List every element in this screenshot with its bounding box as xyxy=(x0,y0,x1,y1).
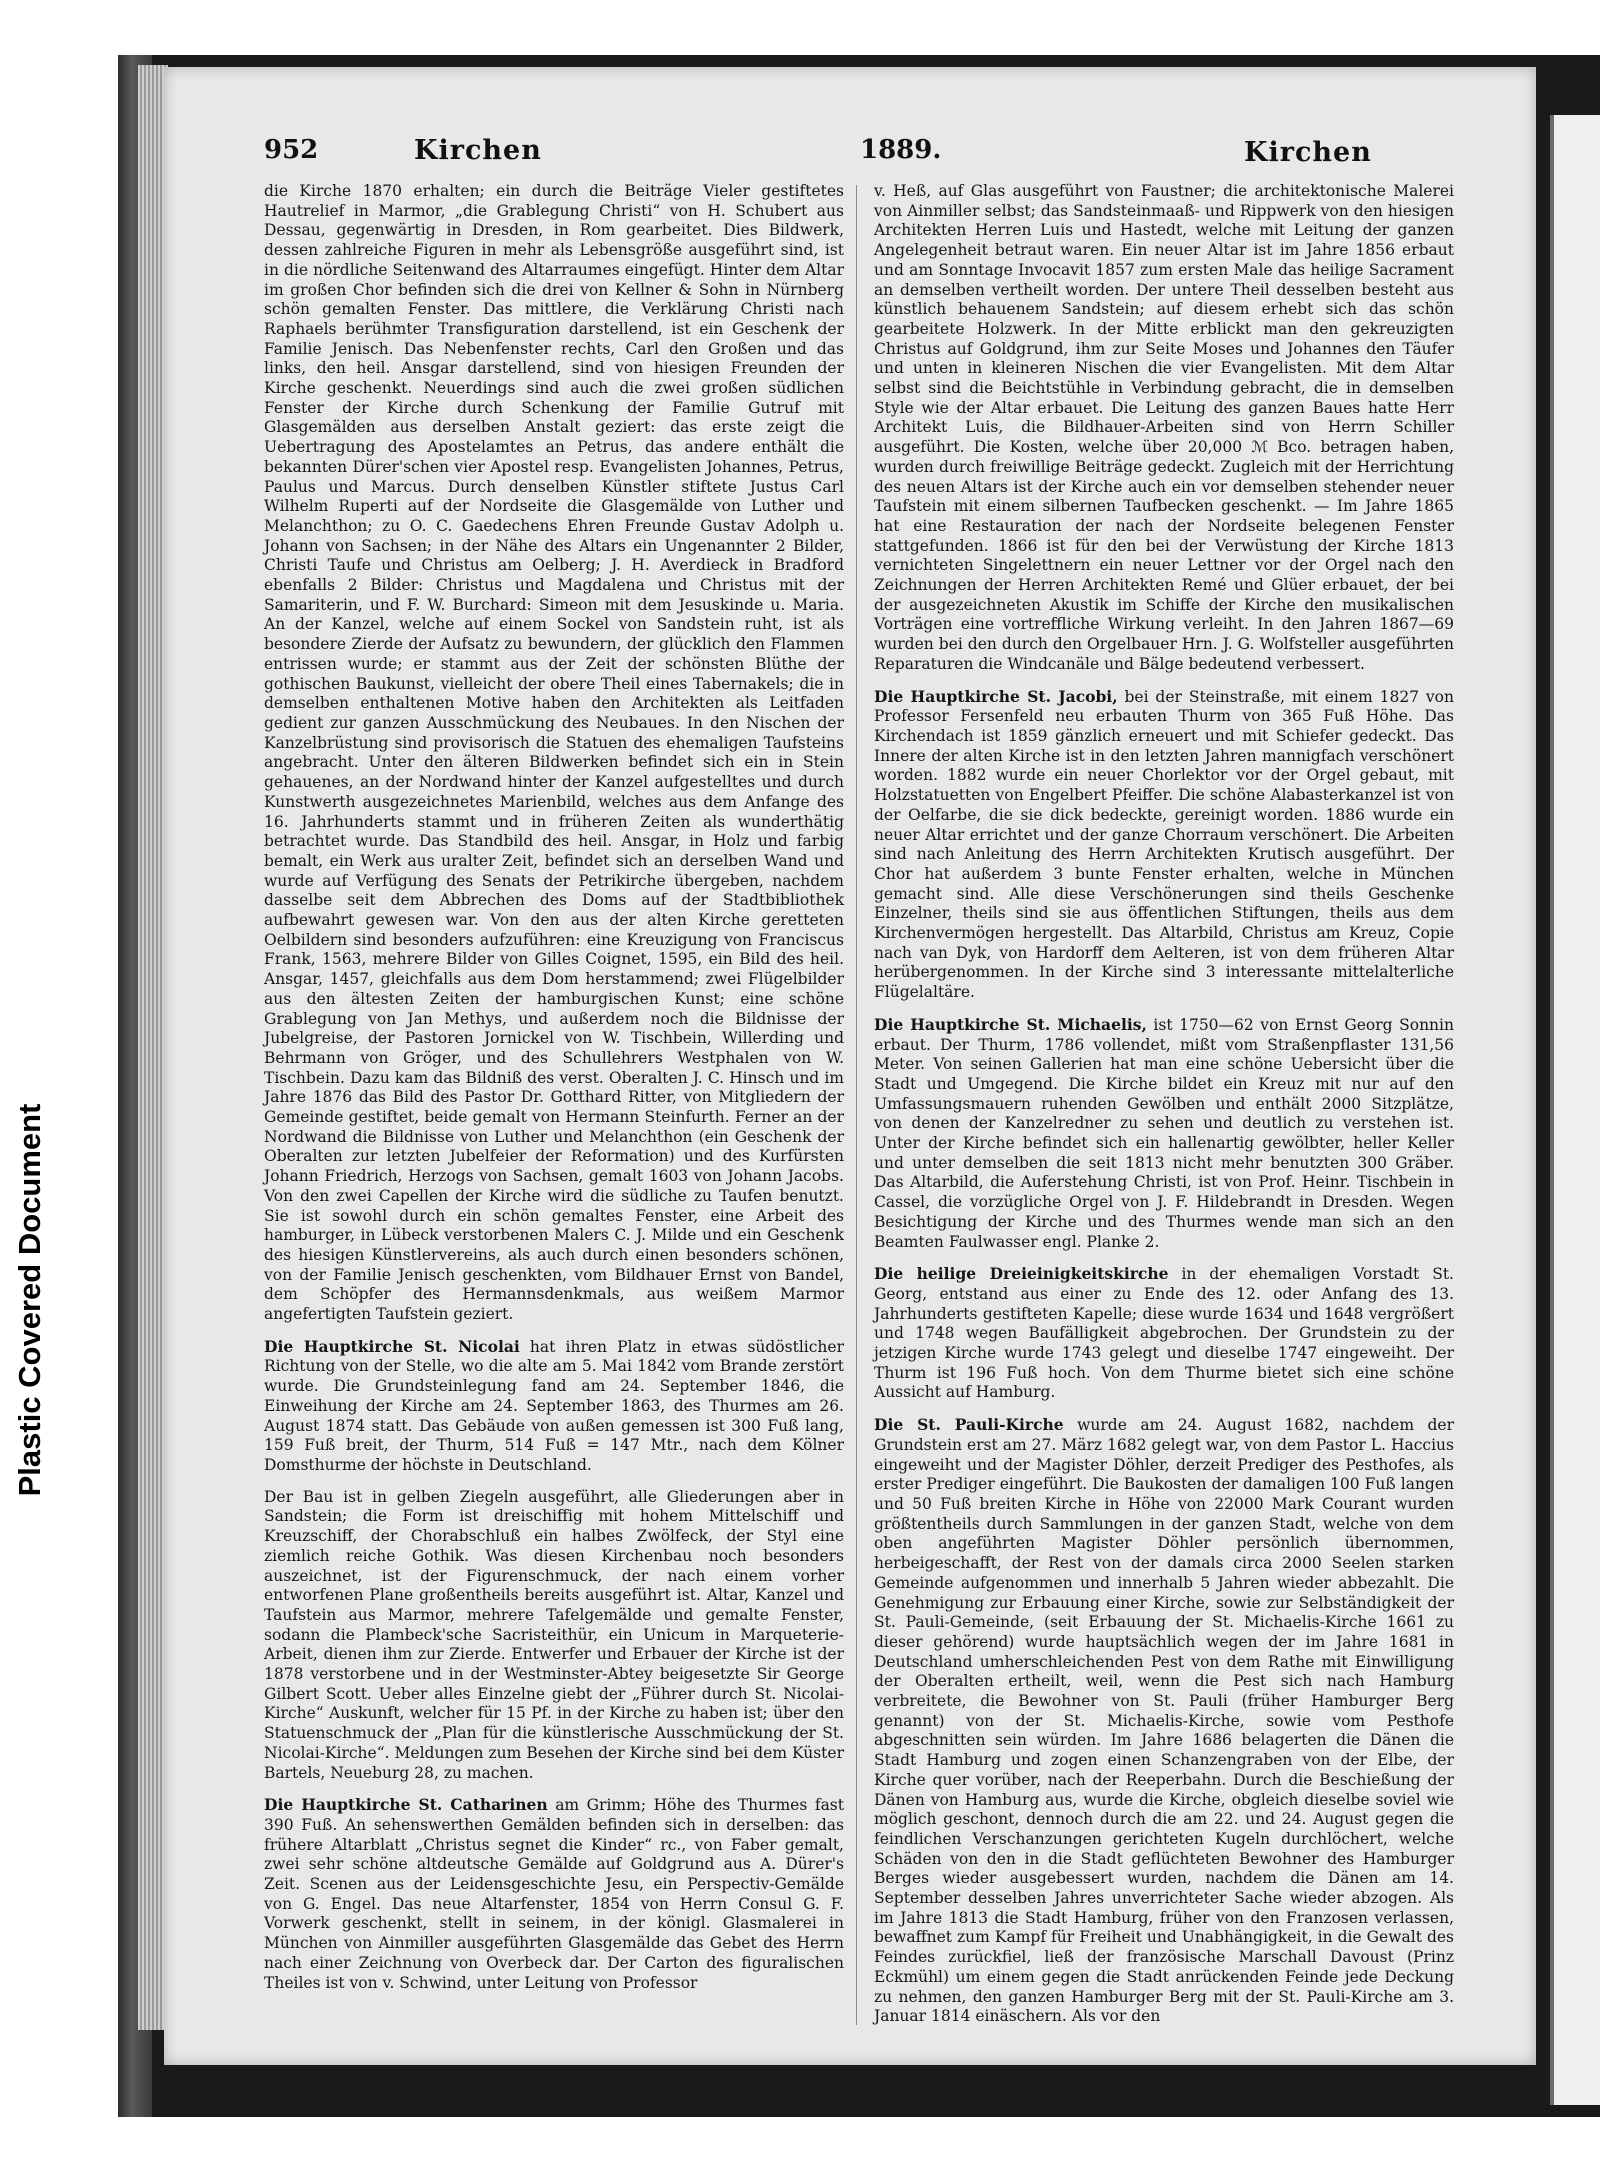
scanned-book-spread xyxy=(118,55,1600,2117)
book-page xyxy=(164,67,1536,2065)
running-title-right: Kirchen xyxy=(1244,137,1372,168)
paragraph-dreieinigkeit xyxy=(874,1264,1454,1403)
paragraph-nicolai xyxy=(264,1337,844,1476)
text-dreieinigkeitskirche: in der ehemaligen Vorstadt St. Georg, entstand aus einer zu Ende des 12. oder Anfang des 13. Jahrhunderts gestifteten Kapelle; diese wurde 1634 und 1648 vergrößert und 1748 wegen Baufälligkeit abgebrochen. Der Grundstein zu der jetzigen Kirche wurde 1743 gelegt und dieselbe 1747 eingeweiht. Der Thurm ist 196 Fuß hoch. Von dem Thurme bietet sich eine schöne Aussicht auf Hamburg. xyxy=(874,1265,1454,1402)
heading-st-nicolai: Die Hauptkirche St. Nicolai xyxy=(264,1336,520,1356)
heading-st-pauli: Die St. Pauli-Kirche xyxy=(874,1415,1064,1435)
paragraph-jacobi xyxy=(874,687,1454,1003)
side-label xyxy=(0,0,60,2177)
text-st-michaelis: ist 1750—62 von Ernst Georg Sonnin erbaut. Der Thurm, 1786 vollendet, mißt vom Straßenpflaster 131,56 Meter. Von seinen Gallerien hat man eine schöne Uebersicht über die Stadt und Umgegend. Die Kirche bildet ein Kreuz mit nur auf den Umfassungsmauern ruhenden Gewölben und enthält 2000 Sitzplätze, von denen der Kanzelredner zu sehen und deutlich zu verstehen ist. Unter der Kirche befindet sich ein hallenartig gewölbter, heller Keller und unter demselben die seit 1813 nicht mehr benutzten 300 Gräber. Das Altarbild, die Auferstehung Christi, ist von Prof. Heinr. Tischbein in Cassel, die vorzügliche Orgel von J. F. Hildebrandt in Dresden. Wegen Besichtigung der Kirche und des Thurmes wende man sich an den Beamten Faulwasser engl. Planke 2. xyxy=(874,1015,1454,1251)
column-divider xyxy=(856,185,857,2025)
text-st-catharinen: am Grimm; Höhe des Thurmes fast 390 Fuß. An sehenswerthen Gemälden befinden sich in derselben: das frühere Altarblatt „Christus segnet die Kinder“ rc., von Faber gemalt, zwei sehr schöne altdeutsche Gemälde auf Goldgrund aus A. Dürer's Zeit. Scenen aus der Leidensgeschichte Jesu, ein Perspectiv-Gemälde von G. Engel. Das neue Altarfenster, 1854 von Herrn Consul G. F. Vorwerk geschenkt, stellt in seinem, in der königl. Glasmalerei in München von Ainmiller ausgeführten Glasgemälde das Gebet des Herrn nach einer Zeichnung von Overbeck dar. Der Carton des figuralischen Theiles ist von v. Schwind, unter Leitung von Professor xyxy=(264,1796,844,1992)
plastic-covered-label: Plastic Covered Document xyxy=(12,1103,47,1497)
heading-dreieinigkeitskirche: Die heilige Dreieinigkeitskirche xyxy=(874,1264,1169,1284)
paragraph-nicolai-building: Der Bau ist in gelben Ziegeln ausgeführt, alle Gliederungen aber in Sandstein; die Form ist dreischiffig mit hohem Mittelschiff und Kreuzschiff, der Chorabschluß ein halbes Zwölfeck, der Styl eine ziemlich reiche Gothik. Was diesen Kirchenbau noch besonders auszeichnet, ist der Figurenschmuck, der nach einem vorher entworfenen Plane großentheils bereits ausgeführt ist. Altar, Kanzel und Taufstein aus Marmor, mehrere Tafelgemälde und gemalte Fenster, sodann die Plambeck'sche Sacristeithür, ein Unicum in Marqueterie-Arbeit, dienen ihm zur Zierde. Entwerfer und Erbauer der Kirche ist der 1878 verstorbene und in der Westminster-Abtey beigesetzte Sir George Gilbert Scott. Ueber alles Einzelne giebt der „Führer durch St. Nicolai-Kirche“ Auskunft, welcher für 15 Pf. in der Kirche zu haben ist; über den Statuenschmuck der „Plan für die künstlerische Ausschmückung der St. Nicolai-Kirche“. Meldungen zum Besehen der Kirche sind bei dem Küster Bartels, Neueburg 28, zu machen. xyxy=(264,1487,844,1782)
paragraph-catharinen-continuation: v. Heß, auf Glas ausgeführt von Faustner; die architektonische Malerei von Ainmiller selbst; das Sandsteinmaaß- und Rippwerk von den hiesigen Architekten Herren Luis und Hastedt, welche mit Leitung der ganzen Angelegenheit betraut waren. Ein neuer Altar ist im Jahre 1856 erbaut und am Sonntage Invocavit 1857 zum ersten Male das heilige Sacrament an demselben vertheilt worden. Der untere Theil desselben besteht aus künstlich behauenem Sandstein; auf diesem erhebt sich das schön gearbeitete Holzwerk. In der Mitte erblickt man den gekreuzigten Christus auf Goldgrund, ihm zur Seite Moses und Johannes den Täufer und unten in kleineren Nischen die vier Evangelisten. Mit dem Altar selbst sind die Beichtstühle in Verbindung gebracht, die in demselben Style wie der Altar erbauet. Die Leitung des ganzen Baues hatte Herr Architekt Luis, die Bildhauer-Arbeiten sind von Herrn Schiller ausgeführt. Die Kosten, welche über 20,000 ℳ Bco. betragen haben, wurden durch freiwillige Beiträge gedeckt. Zugleich mit der Herrichtung des neuen Altars ist der Kirche auch ein vor demselben stehender neuer Taufstein mit einem silbernen Taufbecken geschenkt. — Im Jahre 1865 hat eine Restauration der nach der Nordseite belegenen Fenster stattgefunden. 1866 ist für den bei der Verwüstung der Kirche 1813 vernichteten Singelettnern ein neuer Lettner vor der Orgel nach den Zeichnungen der Herren Architekten Remé und Glüer erbauet, der bei der ausgezeichneten Akustik im Schiffe der Kirche den musikalischen Vorträgen eine vortreffliche Wirkung verleiht. In den Jahren 1867—69 wurden bei den durch den Orgelbauer Hrn. J. G. Wolfsteller ausgeführten Reparaturen die Windcanäle und Bälge bedeutend verbessert. xyxy=(874,182,1454,673)
left-column xyxy=(264,182,844,2032)
paragraph-catharinen xyxy=(264,1795,844,1993)
heading-st-michaelis: Die Hauptkirche St. Michaelis, xyxy=(874,1014,1147,1034)
page-number: 952 xyxy=(264,135,319,165)
paragraph-petri-continuation: die Kirche 1870 erhalten; ein durch die Beiträge Vieler gestiftetes Hautrelief in Marmor, „die Grablegung Christi“ von H. Schubert aus Dessau, gegenwärtig in Dresden, in Rom gearbeitet. Dies Bildwerk, dessen zahlreiche Figuren in mehr als Lebensgröße ausgeführt sind, ist in die nördliche Seitenwand des Altarraumes eingefügt. Hinter dem Altar im großen Chor befinden sich die drei von Kellner & Sohn in Nürnberg schön gemalten Fenster. Das mittlere, die Verklärung Christi nach Raphaels berühmter Transfiguration darstellend, ist ein Geschenk der Familie Jenisch. Das Nebenfenster rechts, Carl den Großen und das links, den heil. Ansgar darstellend, sind von hiesigen Freunden der Kirche geschenkt. Neuerdings sind auch die zwei großen südlichen Fenster der Kirche durch Schenkung der Familie Gutruf mit Glasgemälden aus derselben Anstalt geziert: das erste zeigt die Uebertragung des Apostelamtes an Petrus, das andere enthält die bekannten Dürer'schen vier Apostel resp. Evangelisten Johannes, Petrus, Paulus und Marcus. Durch denselben Künstler stiftete Justus Carl Wilhelm Ruperti auf der Nordseite die Glasgemälde von Luther und Melanchthon; zu O. C. Gaedechens Ehren Freunde Gustav Adolph u. Johann von Sachsen; in der Nähe des Altars ein Ungenannter 2 Bilder, Christi Taufe und Christus am Oelberg; J. H. Averdieck in Bradford ebenfalls 2 Bilder: Christus und Magdalena und Christus mit der Samariterin, und F. W. Burchard: Simeon mit dem Jesuskinde u. Maria. An der Kanzel, welche auf einem Sockel von Sandstein ruht, ist als besondere Zierde der Aufsatz zu bewundern, der glücklich den Flammen entrissen wurde; er stammt aus der Zeit der schönsten Blüthe der gothischen Baukunst, vielleicht der obere Theil eines Tabernakels; die in demselben enthaltenen Motive haben den Architekten als Leitfaden gedient zur ganzen Ausschmückung des Neubaues. In den Nischen der Kanzelbrüstung sind provisorisch die Statuen des ehemaligen Taufsteins angebracht. Unter den älteren Bildwerken befindet sich ein in Stein gehauenes, an der Nordwand hinter der Kanzel aufgestelltes und durch Kunstwerth ausgezeichnetes Marienbild, welches aus dem Anfange des 16. Jahrhunderts stammt und in früheren Zeiten als wunderthätig betrachtet wurde. Das Standbild des heil. Ansgar, in Holz und farbig bemalt, ein Werk aus uralter Zeit, befindet sich an derselben Wand und wurde auf Verfügung des Senats der Petrikirche übergeben, nachdem dasselbe seit dem Abbrechen des Doms auf der Stadtbibliothek aufbewahrt gewesen war. Von den aus der alten Kirche geretteten Oelbildern sind besonders aufzuführen: eine Kreuzigung von Franciscus Frank, 1563, mehrere Bilder von Gilles Coignet, 1595, ein Bild des heil. Ansgar, 1457, gleichfalls aus dem Dom herstammend; zwei Flügelbilder aus den ältesten Zeiten der hamburgischen Kunst; eine schöne Grablegung von Jan Methys, und außerdem noch die Bildnisse der Jubelgreise, der Pastoren Jornickel von W. Tischbein, Willerding und Behrmann von Gröger, und des Schullehrers Westphalen von W. Tischbein. Dazu kam das Bildniß des verst. Oberalten J. C. Hinsch und im Jahre 1876 das Bild des Pastor Dr. Gotthard Ritter, von Mitgliedern der Gemeinde gestiftet, beide gemalt von Hermann Steinfurth. Ferner an der Nordwand die Bildnisse von Luther und Melanchthon (ein Geschenk der Oberalten zur letzten Jubelfeier der Reformation) und des Kurfürsten Johann Friedrich, Herzogs von Sachsen, gemalt 1603 von Johann Jacobs. Von den zwei Capellen der Kirche wird die südliche zu Taufen benutzt. Sie ist sowohl durch ein schön gemaltes Fenster, eine Arbeit des hamburger, in Lübeck verstorbenen Malers C. J. Milde und ein Geschenk des hiesigen Künstlervereins, als auch durch einen besonders schönen, von der Familie Jenisch geschenkten, vom Bildhauer Ernst von Bandel, dem Schöpfer des Hermannsdenkmals, aus weißem Marmor angefertigten Taufstein geziert. xyxy=(264,182,844,1324)
paragraph-michaelis xyxy=(874,1015,1454,1252)
right-column xyxy=(874,182,1454,2047)
text-st-jacobi: bei der Steinstraße, mit einem 1827 von Professor Fersenfeld neu erbauten Thurm von 365 Fuß Höhe. Das Kirchendach ist 1859 gänzlich erneuert und mit Schiefer gedeckt. Das Innere der alten Kirche ist in den letzten Jahren mannigfach verschönert worden. 1882 wurde ein neuer Chorlektor vor der Orgel gebaut, mit Holzstatuetten von Engelbert Pfeiffer. Die schöne Alabasterkanzel ist von der Oelfarbe, die sie dick bedeckte, gereinigt worden. 1886 wurde ein neuer Altar errichtet und der ganze Chorraum verschönert. Die Arbeiten sind nach Anleitung des Herrn Architekten Krutisch ausgeführt. Der Chor hat außerdem 3 bunte Fenster erhalten, welche in München gemacht sind. Alle diese Verschönerungen sind theils Geschenke Einzelner, theils sind sie aus öffentlichen Stiftungen, theils aus dem Kirchenvermögen hergestellt. Das Altarbild, Christus am Kreuz, Copie nach van Dyk, von Hardorff dem Aelteren, ist von dem früheren Altar herübergenommen. In der Kirche sind 3 interessante mittelalterliche Flügelaltäre. xyxy=(874,687,1454,1002)
header-year: 1889. xyxy=(860,135,942,165)
paragraph-st-pauli xyxy=(874,1415,1454,2027)
text-st-nicolai: hat ihren Platz in etwas südöstlicher Richtung von der Stelle, wo die alte am 5. Mai 1842 vom Brande zerstört wurde. Die Grundsteinlegung fand am 24. September 1846, die Einweihung der Kirche am 24. September 1863, des Thurmes am 26. August 1874 statt. Das Gebäude von außen gemessen ist 300 Fuß lang, 159 Fuß breit, der Thurm, 514 Fuß = 147 Mtr., nach dem Kölner Domsthurme der höchste in Deutschland. xyxy=(264,1337,844,1474)
heading-st-jacobi: Die Hauptkirche St. Jacobi, xyxy=(874,686,1118,706)
page-header xyxy=(264,135,1374,179)
heading-st-catharinen: Die Hauptkirche St. Catharinen xyxy=(264,1795,548,1815)
next-page-edge xyxy=(1550,115,1600,2105)
text-st-pauli: wurde am 24. August 1682, nachdem der Grundstein erst am 27. März 1682 gelegt war, von dem Pastor L. Haccius eingeweiht und der Magister Döhler, derzeit Prediger des Pesthofes, als erster Prediger eingeführt. Die Baukosten der damaligen 100 Fuß langen und 50 Fuß breiten Kirche in Höhe von 22000 Mark Courant wurden größtentheils durch Sammlungen in der ganzen Stadt, welche von dem oben angeführten Magister Döhler persönlich übernommen, herbeigeschafft, der Rest von der damals circa 2000 Seelen starken Gemeinde aufgenommen und innerhalb 5 Jahren wieder abbezahlt. Die Genehmigung zur Erbauung einer Kirche, sowie zur Selbständigkeit der St. Pauli-Gemeinde, (seit Erbauung der St. Michaelis-Kirche 1661 zu dieser gehörend) wurde hauptsächlich wegen der im Jahre 1681 in Deutschland umherschleichenden Pest von dem Rathe mit Einwilligung der Oberalten ertheilt, weil, wenn die Pest sich nach Hamburg verbreitete, die Bewohner von St. Pauli (früher Hamburger Berg genannt) von der St. Michaelis-Kirche, sowie vom Pesthofe abgeschnitten sein würden. Im Jahre 1686 belagerten die Dänen die Stadt Hamburg und zogen einen Schanzengraben von der Elbe, der Kirche quer vorüber, nach der Reeperbahn. Durch die Beschießung der Dänen von Hamburg aus, wurde die Kirche, obgleich dieselbe soviel wie möglich geschont, dennoch durch die am 22. und 24. August gegen die feindlichen Verschanzungen gerichteten Kugeln durchlöchert, welche Schäden von den in die Stadt geflüchteten Bewohner des Hamburger Berges wieder ausgebessert wurden, nachdem die Dänen am 14. September desselben Jahres unverrichteter Sache wieder abzogen. Als im Jahre 1813 die Stadt Hamburg, früher von den Franzosen verlassen, bewaffnet zum Kampf für Freiheit und Unabhängigkeit, in die Gewalt des Feindes zurückfiel, ließ der französische Marschall Davoust (Prinz Eckmühl) um einem gegen die Stadt anrückenden Feinde jede Deckung zu nehmen, den ganzen Hamburger Berg mit der St. Pauli-Kirche am 3. Januar 1814 einäschern. Als vor den xyxy=(874,1416,1454,2026)
running-title-left: Kirchen xyxy=(414,135,542,166)
